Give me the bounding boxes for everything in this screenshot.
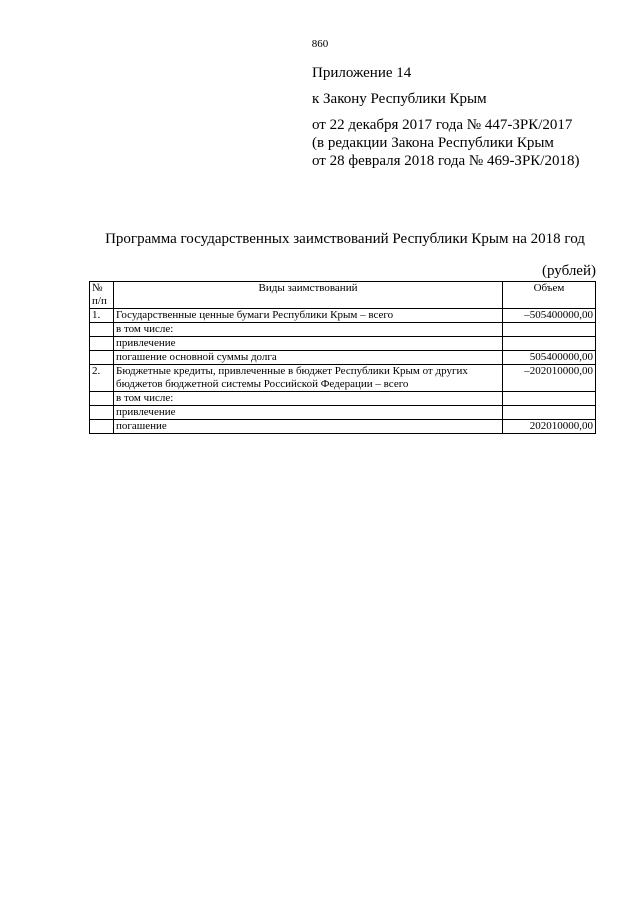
row-borrowing-type: в том числе:	[114, 323, 503, 337]
units-label: (рублей)	[541, 263, 596, 279]
borrowings-table	[89, 281, 596, 434]
row-number	[90, 323, 114, 337]
table-row	[90, 351, 596, 365]
row-number	[90, 351, 114, 365]
table-row	[90, 323, 596, 337]
row-borrowing-type: погашение	[114, 420, 503, 434]
row-number	[90, 406, 114, 420]
row-amount	[503, 337, 596, 351]
row-amount: –505400000,00	[503, 309, 596, 323]
header-number: № п/п	[90, 282, 114, 309]
appendix-law-reference: к Закону Республики Крым	[312, 91, 487, 107]
table-row	[90, 392, 596, 406]
row-borrowing-type: привлечение	[114, 406, 503, 420]
row-number	[90, 420, 114, 434]
document-title: Программа государственных заимствований Республики Крым на 2018 год	[105, 231, 585, 247]
appendix-revision-reference: (в редакции Закона Республики Крым	[312, 135, 554, 151]
table-row	[90, 309, 596, 323]
row-borrowing-type: привлечение	[114, 337, 503, 351]
row-amount: 202010000,00	[503, 420, 596, 434]
row-amount: 505400000,00	[503, 351, 596, 365]
table-row	[90, 420, 596, 434]
row-amount	[503, 323, 596, 337]
row-number: 2.	[90, 365, 114, 392]
row-borrowing-type: погашение основной суммы долга	[114, 351, 503, 365]
row-amount	[503, 406, 596, 420]
row-number: 1.	[90, 309, 114, 323]
row-amount	[503, 392, 596, 406]
appendix-law-date: от 22 декабря 2017 года № 447-ЗРК/2017	[312, 117, 573, 133]
header-borrowing-type: Виды заимствований	[114, 282, 503, 309]
appendix-block	[312, 64, 579, 170]
table-row	[90, 406, 596, 420]
row-borrowing-type: Государственные ценные бумаги Республики Крым – всего	[114, 309, 503, 323]
row-borrowing-type: Бюджетные кредиты, привлеченные в бюджет Республики Крым от других бюджетов бюджетной системы Российской Федерации – всего	[114, 365, 503, 392]
row-amount: –202010000,00	[503, 365, 596, 392]
table-row	[90, 365, 596, 392]
table-header-row	[90, 282, 596, 309]
table-row	[90, 337, 596, 351]
row-number	[90, 392, 114, 406]
appendix-title: Приложение 14	[312, 65, 412, 81]
row-borrowing-type: в том числе:	[114, 392, 503, 406]
header-amount: Объем	[503, 282, 596, 309]
row-number	[90, 337, 114, 351]
appendix-revision-date: от 28 февраля 2018 года № 469-ЗРК/2018)	[312, 153, 580, 169]
page-number: 860	[311, 38, 329, 50]
